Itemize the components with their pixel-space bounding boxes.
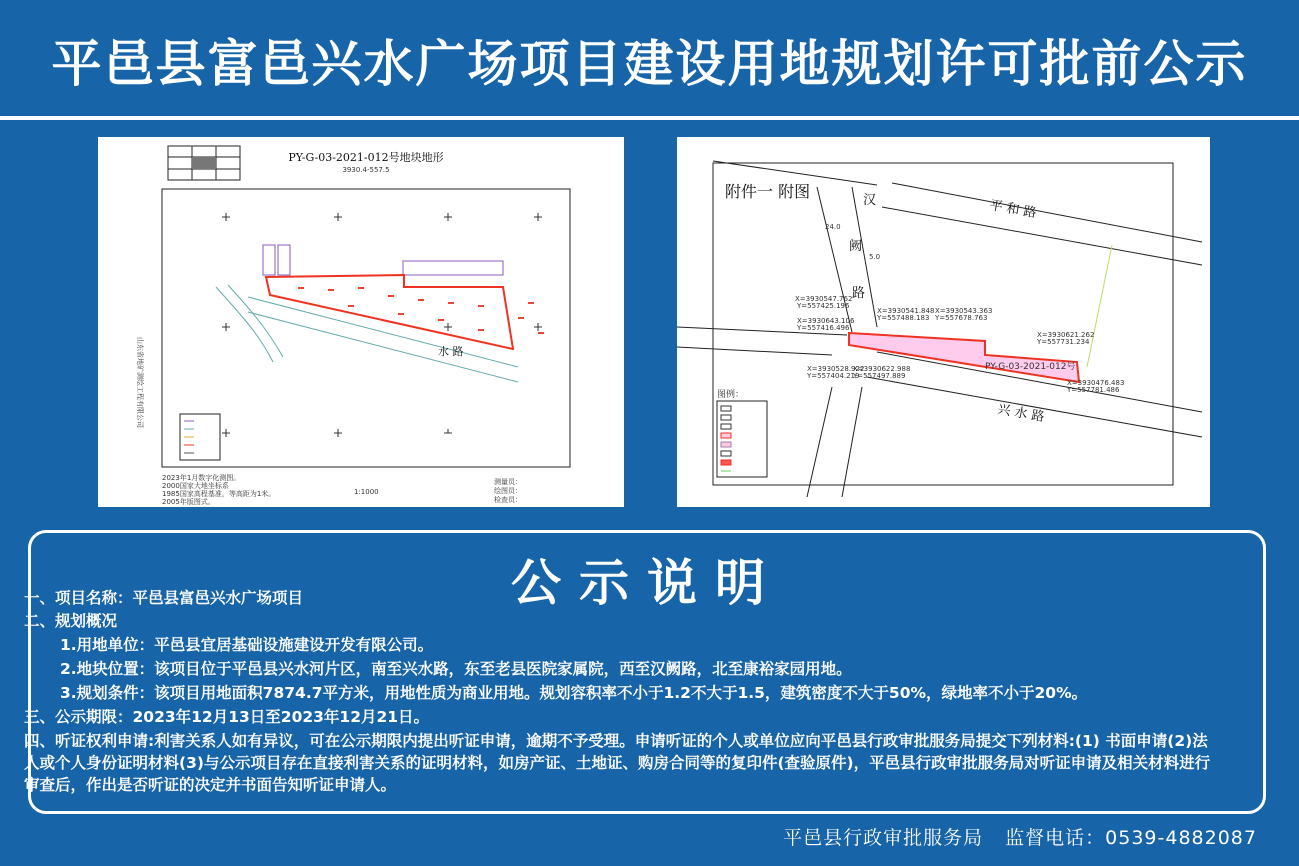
left-topographic-map	[98, 137, 624, 507]
road-label-left: 水 路	[438, 345, 464, 358]
road-label-hanque-3: 路	[852, 286, 866, 301]
road-label-hanque-2: 阙	[849, 239, 863, 254]
sign-checker: 检查员：	[494, 496, 522, 504]
svg-text:X=3930643.106: X=3930643.106	[797, 317, 855, 325]
svg-text:X=3930621.262: X=3930621.262	[1037, 331, 1095, 339]
svg-text:Y=557416.496: Y=557416.496	[797, 324, 850, 332]
svg-text:Y=557497.889: Y=557497.889	[853, 372, 906, 380]
grid-crosses	[222, 213, 542, 437]
item-location: 2.地块位置：该项目位于平邑县兴水河片区，南至兴水路，东至老县医院家属院，西至汉阙路，北至康裕家园用地。	[60, 660, 852, 678]
page-title: 平邑县富邑兴水广场项目建设用地规划许可批前公示	[51, 34, 1248, 93]
svg-text:Y=557404.219: Y=557404.219	[807, 372, 860, 380]
map-note-3: 1985国家高程基准，等高距为1米。	[162, 490, 276, 498]
road-width-5: 5.0	[869, 253, 881, 261]
svg-text:X=3930543.363: X=3930543.363	[935, 307, 993, 315]
sheet-index-grid	[168, 146, 240, 180]
sign-surveyor: 测量员：	[494, 478, 522, 486]
footer	[761, 823, 1257, 850]
item-hearing-rights: 四、听证权利申请:利害关系人如有异议，可在公示期限内提出听证申请，逾期不予受理。申请听证的个人或单位应向平邑县行政审批服务局提交下列材料:(1) 书面申请(2)法人或个人身份证明材料(3)与公示项目存在直接利害关系的证明材料，如房产证、土地证、购房合同等的复印件(查验原件)，平邑县行政审批服务局对听证申请及相关材料进行审查后，作出是否听证的决定并书面告知听证申请人。	[24, 732, 1211, 794]
parcel-topo-sublabel: 3930.4-557.5	[342, 166, 390, 174]
notice-heading: 公示说明	[511, 553, 783, 612]
road-label-xingshui: 兴 水 路	[996, 402, 1046, 426]
footer-phone: 监督电话：0539-4882087	[1005, 827, 1257, 849]
svg-text:Y=557425.196: Y=557425.196	[797, 302, 850, 310]
title-divider	[0, 116, 1299, 120]
sign-drafter: 绘图员：	[494, 487, 522, 495]
item-conditions: 3.规划条件：该项目用地面积7874.7平方米，用地性质为商业用地。规划容积率不小于1.2不大于1.5，建筑密度不大于50%，绿地率不小于20%。	[60, 684, 1088, 702]
svg-text:X=3930476.483: X=3930476.483	[1067, 379, 1125, 387]
road-label-heping: 平 和 路	[988, 198, 1038, 222]
svg-text:X=3930622.988: X=3930622.988	[853, 365, 911, 373]
svg-text:Y=557781.486: Y=557781.486	[1067, 386, 1120, 394]
svg-text:X=3930541.848: X=3930541.848	[877, 307, 935, 315]
parcel-topo-label: PY-G-03-2021-012号地块地形	[288, 151, 444, 164]
parcel-id-label: PY-G-03-2021-012号	[985, 362, 1076, 372]
map-note-1: 2023年1月数字化测图。	[162, 474, 241, 482]
parcel-boundary-left	[266, 275, 513, 349]
item-land-user: 1.用地单位：平邑县宜居基础设施建设开发有限公司。	[60, 636, 434, 654]
road-label-hanque-1: 汉	[863, 193, 877, 208]
svg-text:Y=557488.183: Y=557488.183	[877, 314, 930, 322]
svg-text:Y=557731.234: Y=557731.234	[1037, 338, 1090, 346]
surveyor-company: 山东省地矿测绘工程有限公司	[136, 337, 144, 428]
item-project-name: 一、项目名称：平邑县富邑兴水广场项目	[24, 589, 304, 607]
right-legend-title: 图例：	[717, 390, 745, 400]
map-scale: 1:1000	[354, 488, 379, 496]
svg-text:X=3930547.762: X=3930547.762	[795, 295, 853, 303]
map-note-2: 2000国家大地坐标系	[162, 482, 229, 490]
svg-text:X=3930528.922: X=3930528.922	[807, 365, 865, 373]
item-period: 三、公示期限：2023年12月13日至2023年12月21日。	[24, 708, 430, 726]
item-planning-overview: 二、规划概况	[24, 612, 118, 630]
left-legend	[180, 414, 220, 460]
map-note-4: 2005年版图式。	[162, 498, 215, 506]
right-legend	[717, 401, 767, 477]
svg-text:Y=557678.763: Y=557678.763	[935, 314, 988, 322]
road-width-24: 24.0	[825, 223, 841, 231]
footer-org: 平邑县行政审批服务局	[783, 827, 984, 849]
attachment-title: 附件一 附图	[725, 182, 811, 201]
right-plan-map	[677, 137, 1210, 507]
